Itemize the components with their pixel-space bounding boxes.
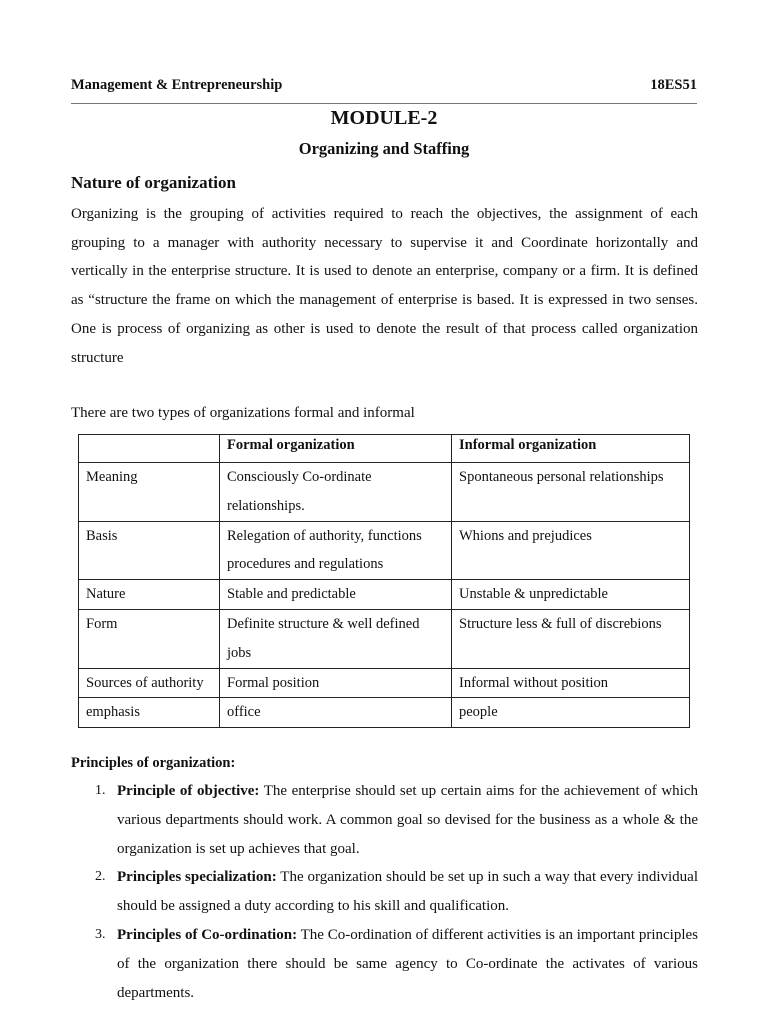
header-course-title: Management & Entrepreneurship <box>71 77 283 93</box>
table-cell: people <box>452 698 690 728</box>
table-row <box>79 668 690 698</box>
table-row <box>79 463 690 522</box>
table-cell: Nature <box>79 580 220 610</box>
section-heading: Nature of organization <box>71 173 236 192</box>
principle-text: The organization should be set up in such a way that every individual should be assigned a duty according to his skill and qualification. <box>117 869 698 915</box>
principle-text: The Co-ordination of different activities is an important principles of the organization there should be same agency to Co-ordinate the activates of various departments. <box>117 926 698 1001</box>
table-cell: Form <box>79 609 220 668</box>
list-number: 3. <box>95 926 106 942</box>
table-cell: Formal position <box>220 668 452 698</box>
principle-term: Principles of Co-ordination: <box>117 926 298 943</box>
table-cell: Consciously Co-ordinate relationships. <box>220 463 452 522</box>
table-cell: Whions and prejudices <box>452 521 690 580</box>
table-row <box>79 698 690 728</box>
table-cell: Meaning <box>79 463 220 522</box>
table-cell: Spontaneous personal relationships <box>452 463 690 522</box>
header-course-code: 18ES51 <box>650 77 697 93</box>
table-row <box>79 521 690 580</box>
types-intro: There are two types of organizations formal and informal <box>71 405 415 421</box>
table-cell: emphasis <box>79 698 220 728</box>
list-number: 1. <box>95 783 106 798</box>
table-cell: Structure less & full of discrebions <box>452 609 690 668</box>
table-cell: office <box>220 698 452 728</box>
header-divider <box>71 103 697 104</box>
table-cell: Informal without position <box>452 668 690 698</box>
module-subtitle: Organizing and Staffing <box>298 139 470 158</box>
table-cell: Unstable & unpredictable <box>452 580 690 610</box>
table-cell: Basis <box>79 521 220 580</box>
principles-list <box>71 777 698 1007</box>
principle-term: Principles specialization: <box>117 869 277 886</box>
module-title: MODULE-2 <box>330 107 438 129</box>
table-row <box>79 609 690 668</box>
table-cell: Relegation of authority, functions procedures and regulations <box>220 521 452 580</box>
list-item <box>71 921 698 1007</box>
list-item <box>71 863 698 921</box>
table-header-row <box>79 435 690 463</box>
intro-paragraph: Organizing is the grouping of activities required to reach the objectives, the assignment of each grouping to a manager with authority necessary to supervise it and Coordinate horizontally and vertically in the enterprise structure. It is used to denote an enterprise, company or a firm. It is defined as “structure the frame on which the management of enterprise is based. It is expressed in two senses. One is process of organizing as other is used to denote the result of that process called organization structure <box>71 206 698 366</box>
table-header-cell: Formal organization <box>220 435 452 463</box>
list-number: 2. <box>95 869 106 885</box>
page-header <box>71 76 697 94</box>
principle-text: The enterprise should set up certain aims for the achievement of which various departments should work. A common goal so devised for the business as a whole & the organization is set up achieves that goal. <box>117 783 698 857</box>
table-row <box>79 580 690 610</box>
principle-term: Principle of objective: <box>117 783 260 799</box>
table-cell: Definite structure & well defined jobs <box>220 609 452 668</box>
principles-heading: Principles of organization: <box>71 755 236 771</box>
comparison-table <box>78 434 690 728</box>
table-cell: Stable and predictable <box>220 580 452 610</box>
table-header-cell: Informal organization <box>452 435 690 463</box>
table-cell: Sources of authority <box>79 668 220 698</box>
table-header-cell <box>79 435 220 463</box>
list-item <box>71 777 698 863</box>
